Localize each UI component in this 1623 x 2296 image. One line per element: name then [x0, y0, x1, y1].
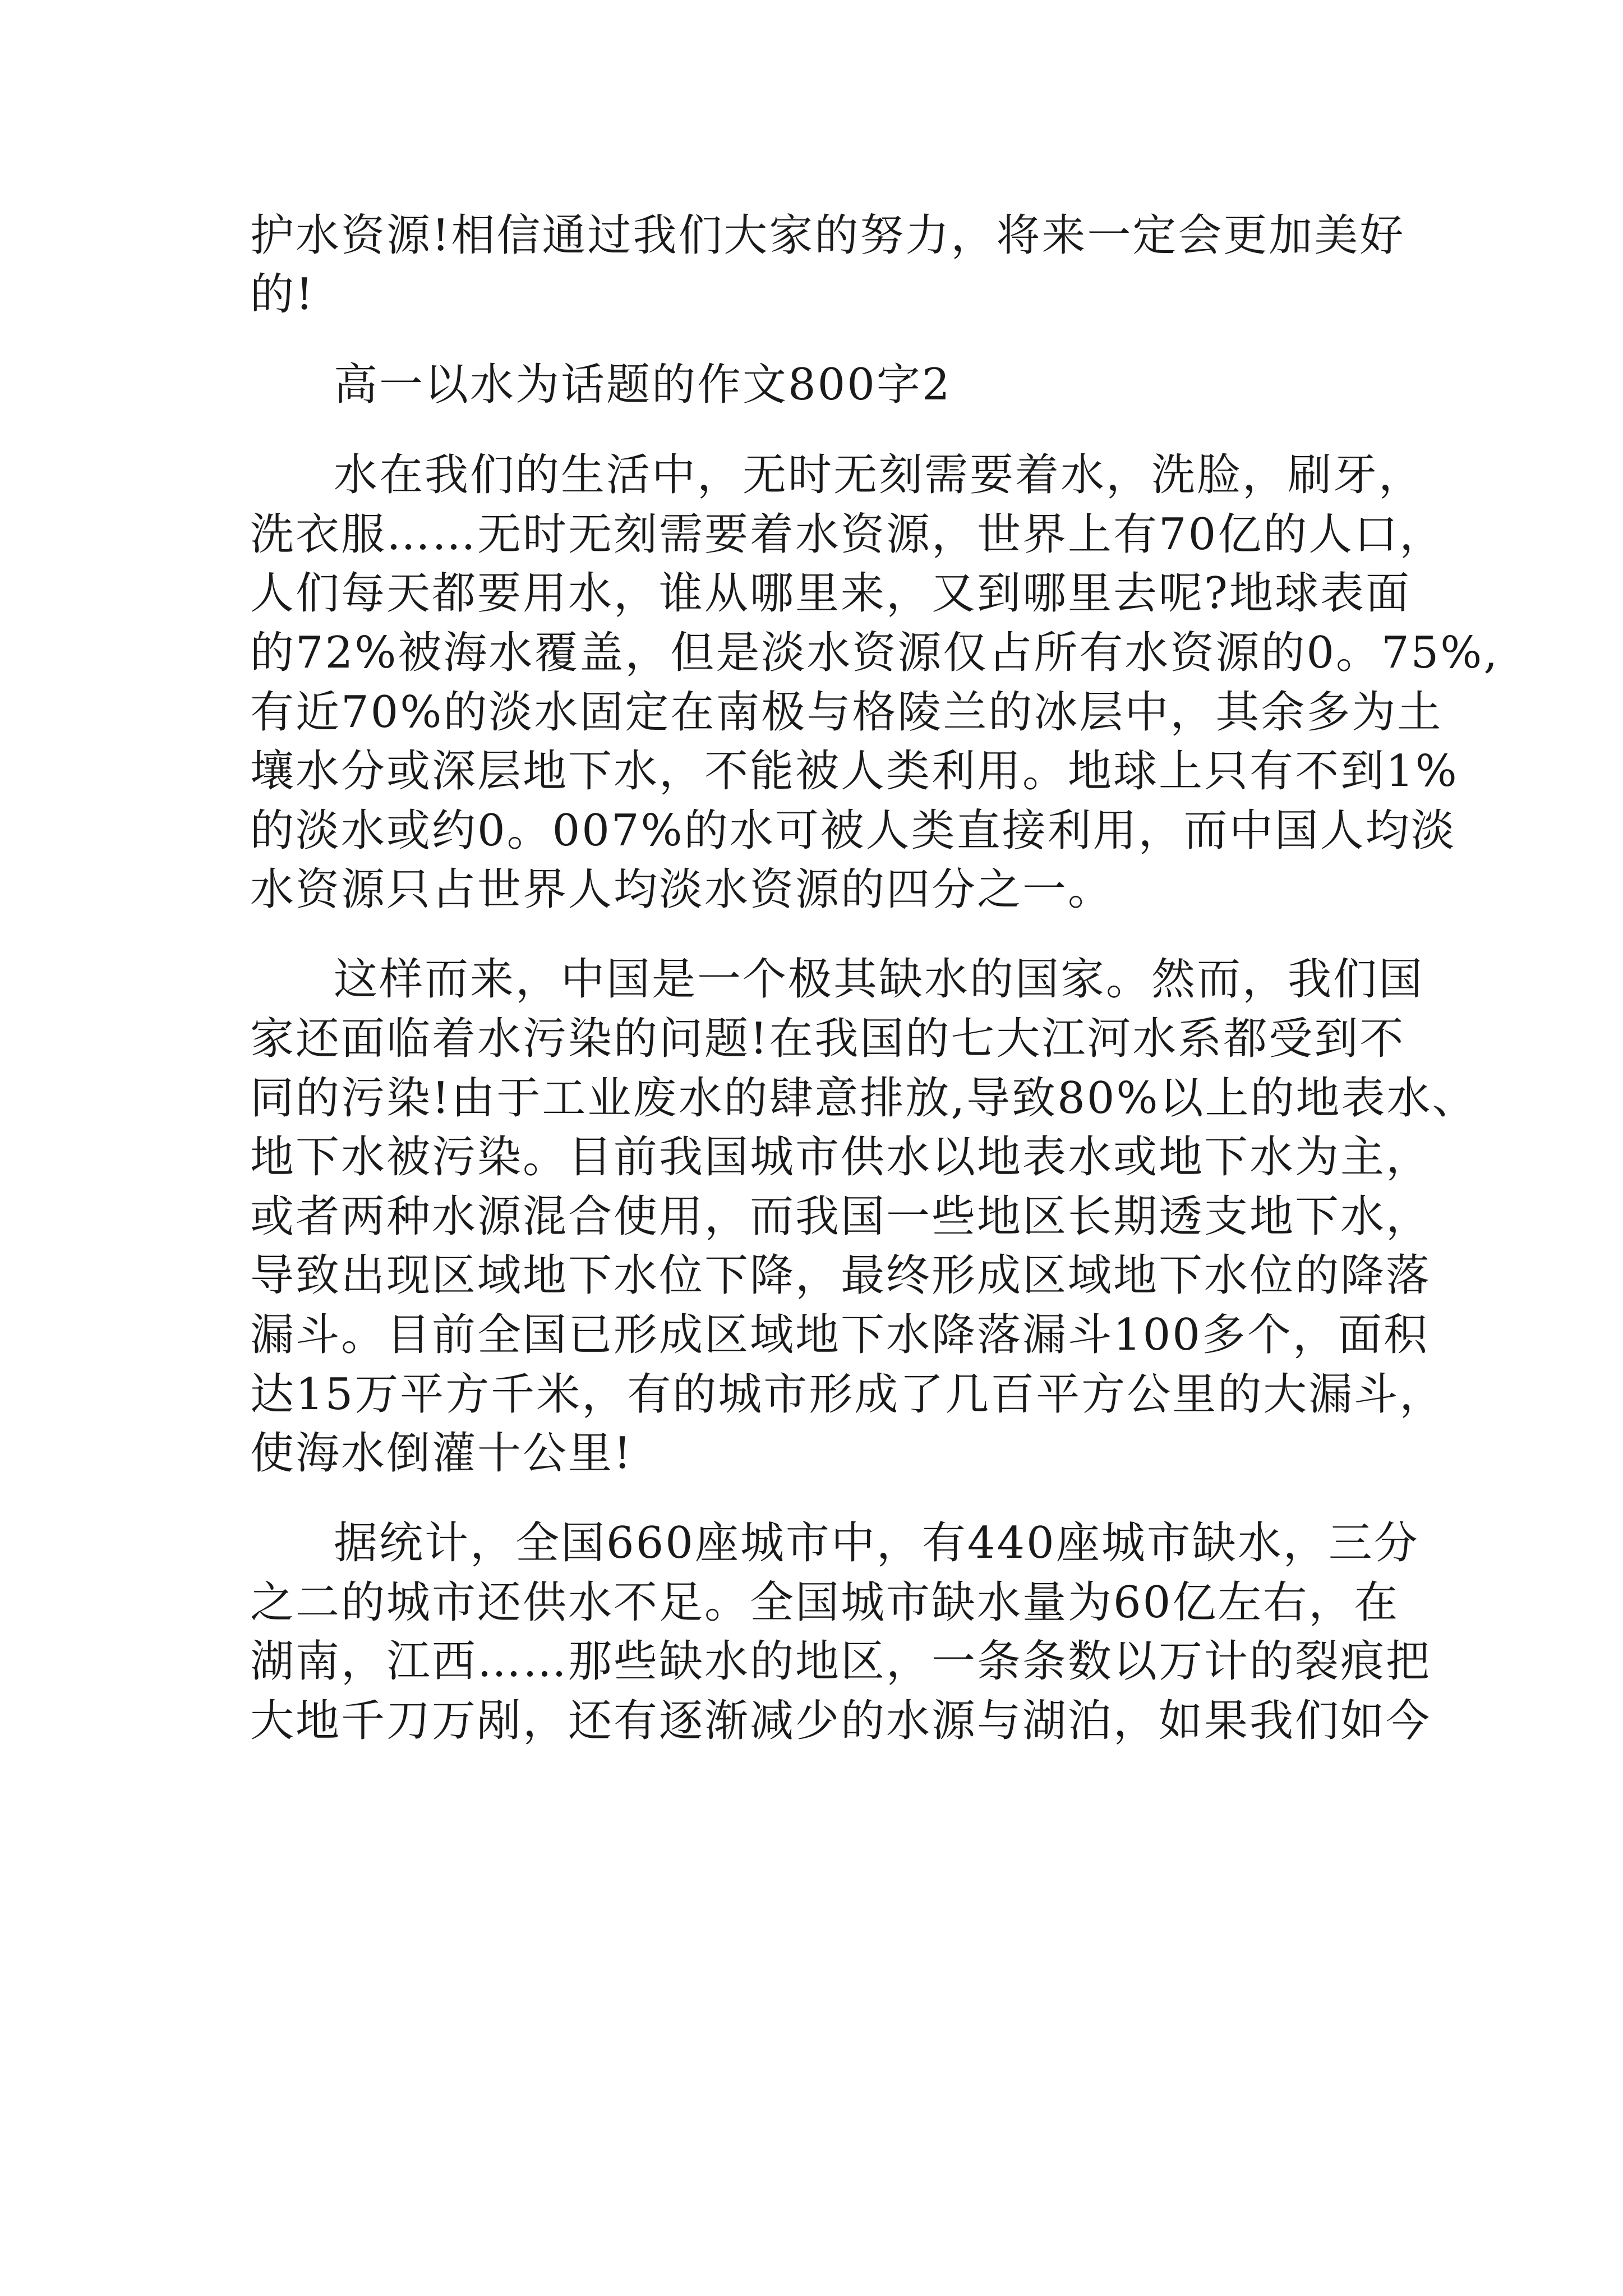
text-line: 壤水分或深层地下水，不能被人类利用。地球上只有不到1%	[250, 746, 1459, 797]
text-line: 使海水倒灌十公里!	[250, 1428, 633, 1479]
text-line: 的!	[250, 269, 315, 320]
paragraph-start: 水在我们的生活中，无时无刻需要着水，洗脸，刷牙，	[334, 450, 1424, 500]
text-line: 护水资源!相信通过我们大家的努力，将来一定会更加美好	[250, 210, 1405, 261]
essay-title: 高一以水为话题的作文800字2	[334, 360, 952, 410]
text-line: 水资源只占世界人均淡水资源的四分之一。	[250, 864, 1114, 915]
text-line: 湖南，江西……那些缺水的地区，一条条数以万计的裂痕把	[250, 1636, 1432, 1687]
text-line: 漏斗。目前全国已形成区域地下水降落漏斗100多个，面积	[250, 1310, 1429, 1360]
text-line: 达15万平方千米，有的城市形成了几百平方公里的大漏斗，	[250, 1369, 1445, 1420]
text-line: 人们每天都要用水，谁从哪里来，又到哪里去呢?地球表面	[250, 568, 1411, 619]
text-line: 的72%被海水覆盖，但是淡水资源仅占所有水资源的0。75%,	[250, 628, 1500, 678]
text-line: 地下水被污染。目前我国城市供水以地表水或地下水为主，	[250, 1132, 1432, 1182]
text-line: 有近70%的淡水固定在南极与格陵兰的冰层中，其余多为土	[250, 687, 1443, 738]
paragraph-start: 这样而来，中国是一个极其缺水的国家。然而，我们国	[334, 954, 1424, 1005]
text-line: 之二的城市还供水不足。全国城市缺水量为60亿左右，在	[250, 1577, 1400, 1628]
text-line: 洗衣服……无时无刻需要着水资源，世界上有70亿的人口，	[250, 509, 1445, 560]
text-line: 或者两种水源混合使用，而我国一些地区长期透支地下水，	[250, 1191, 1432, 1242]
text-line: 家还面临着水污染的问题!在我国的七大江河水系都受到不	[250, 1014, 1405, 1064]
text-line: 大地千刀万剐，还有逐渐减少的水源与湖泊，如果我们如今	[250, 1696, 1432, 1746]
text-line: 的淡水或约0。007%的水可被人类直接利用，而中国人均淡	[250, 806, 1456, 856]
text-line: 导致出现区域地下水位下降，最终形成区域地下水位的降落	[250, 1250, 1432, 1301]
paragraph-start: 据统计，全国660座城市中，有440座城市缺水，三分	[334, 1518, 1419, 1568]
text-line: 同的污染!由于工业废水的肆意排放,导致80%以上的地表水、	[250, 1073, 1478, 1124]
